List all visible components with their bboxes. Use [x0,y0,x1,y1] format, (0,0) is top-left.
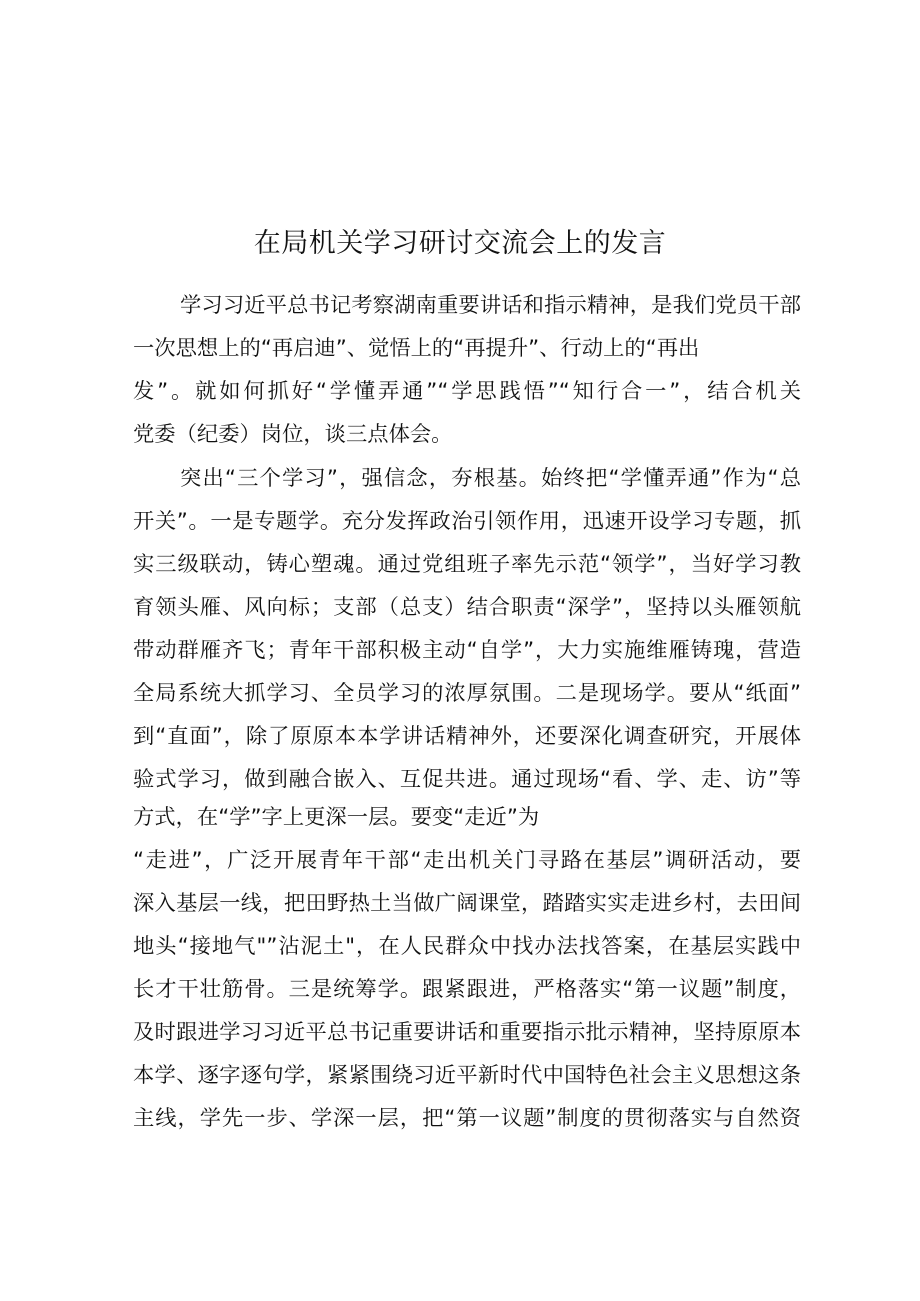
paragraph-line: 地头“接地气"”沾泥土"，在人民群众中找办法找答案，在基层实践中 [133,934,801,959]
paragraph-line: 主线，学先一步、学深一层，把“第一议题”制度的贯彻落实与自然资 [133,1106,801,1131]
paragraph-line: 带动群雁齐飞；青年干部积极主动“自学”，大力实施维雁铸瑰，营造 [133,638,801,663]
paragraph-line: 本学、逐字逐句学，紧紧围绕习近平新时代中国特色社会主义思想这条 [133,1063,801,1088]
paragraph-line: 实三级联动，铸心塑魂。通过党组班子率先示范“领学”，当好学习教 [133,552,801,577]
paragraph-line: 育领头雁、风向标；支部（总支）结合职责“深学”，坚持以头雁领航 [133,595,801,620]
paragraph-line: 开关”。一是专题学。充分发挥政治引领作用，迅速开设学习专题，抓 [133,509,801,534]
paragraph-line: 一次思想上的“再启迪”、觉悟上的“再提升”、行动上的“再出 [133,336,700,361]
paragraph-line: 学习习近平总书记考察湖南重要讲话和指示精神，是我们党员干部 [180,293,801,318]
paragraph-line: “走进”，广泛开展青年干部“走出机关门寻路在基层”调研活动，要 [133,848,801,873]
paragraph-line: 验式学习，做到融合嵌入、互促共进。通过现场“看、学、走、访”等 [133,767,801,792]
paragraph-line: 方式，在“学”字上更深一层。要变“走近”为 [133,805,540,830]
paragraph-line: 全局系统大抓学习、全员学习的浓厚氛围。二是现场学。要从“纸面” [133,681,801,706]
document-title: 在局机关学习研讨交流会上的发言 [253,228,667,259]
paragraph-line: 党委（纪委）岗位，谈三点体会。 [133,422,453,447]
paragraph-line: 及时跟进学习习近平总书记重要讲话和重要指示批示精神，坚持原原本 [133,1020,801,1045]
paragraph-line: 发”。就如何抓好“学懂弄通”“学思践悟”“知行合一”，结合机关 [133,379,801,404]
paragraph-line: 长才干壮筋骨。三是统筹学。跟紧跟进，严格落实“第一议题”制度， [133,977,801,1002]
paragraph-line: 到“直面”，除了原原本本学讲话精神外，还要深化调查研究，开展体 [133,724,801,749]
paragraph-line: 突出“三个学习”，强信念，夯根基。始终把“学懂弄通”作为“总 [180,466,801,491]
paragraph-line: 深入基层一线，把田野热土当做广阔课堂，踏踏实实走进乡村，去田间 [133,891,801,916]
